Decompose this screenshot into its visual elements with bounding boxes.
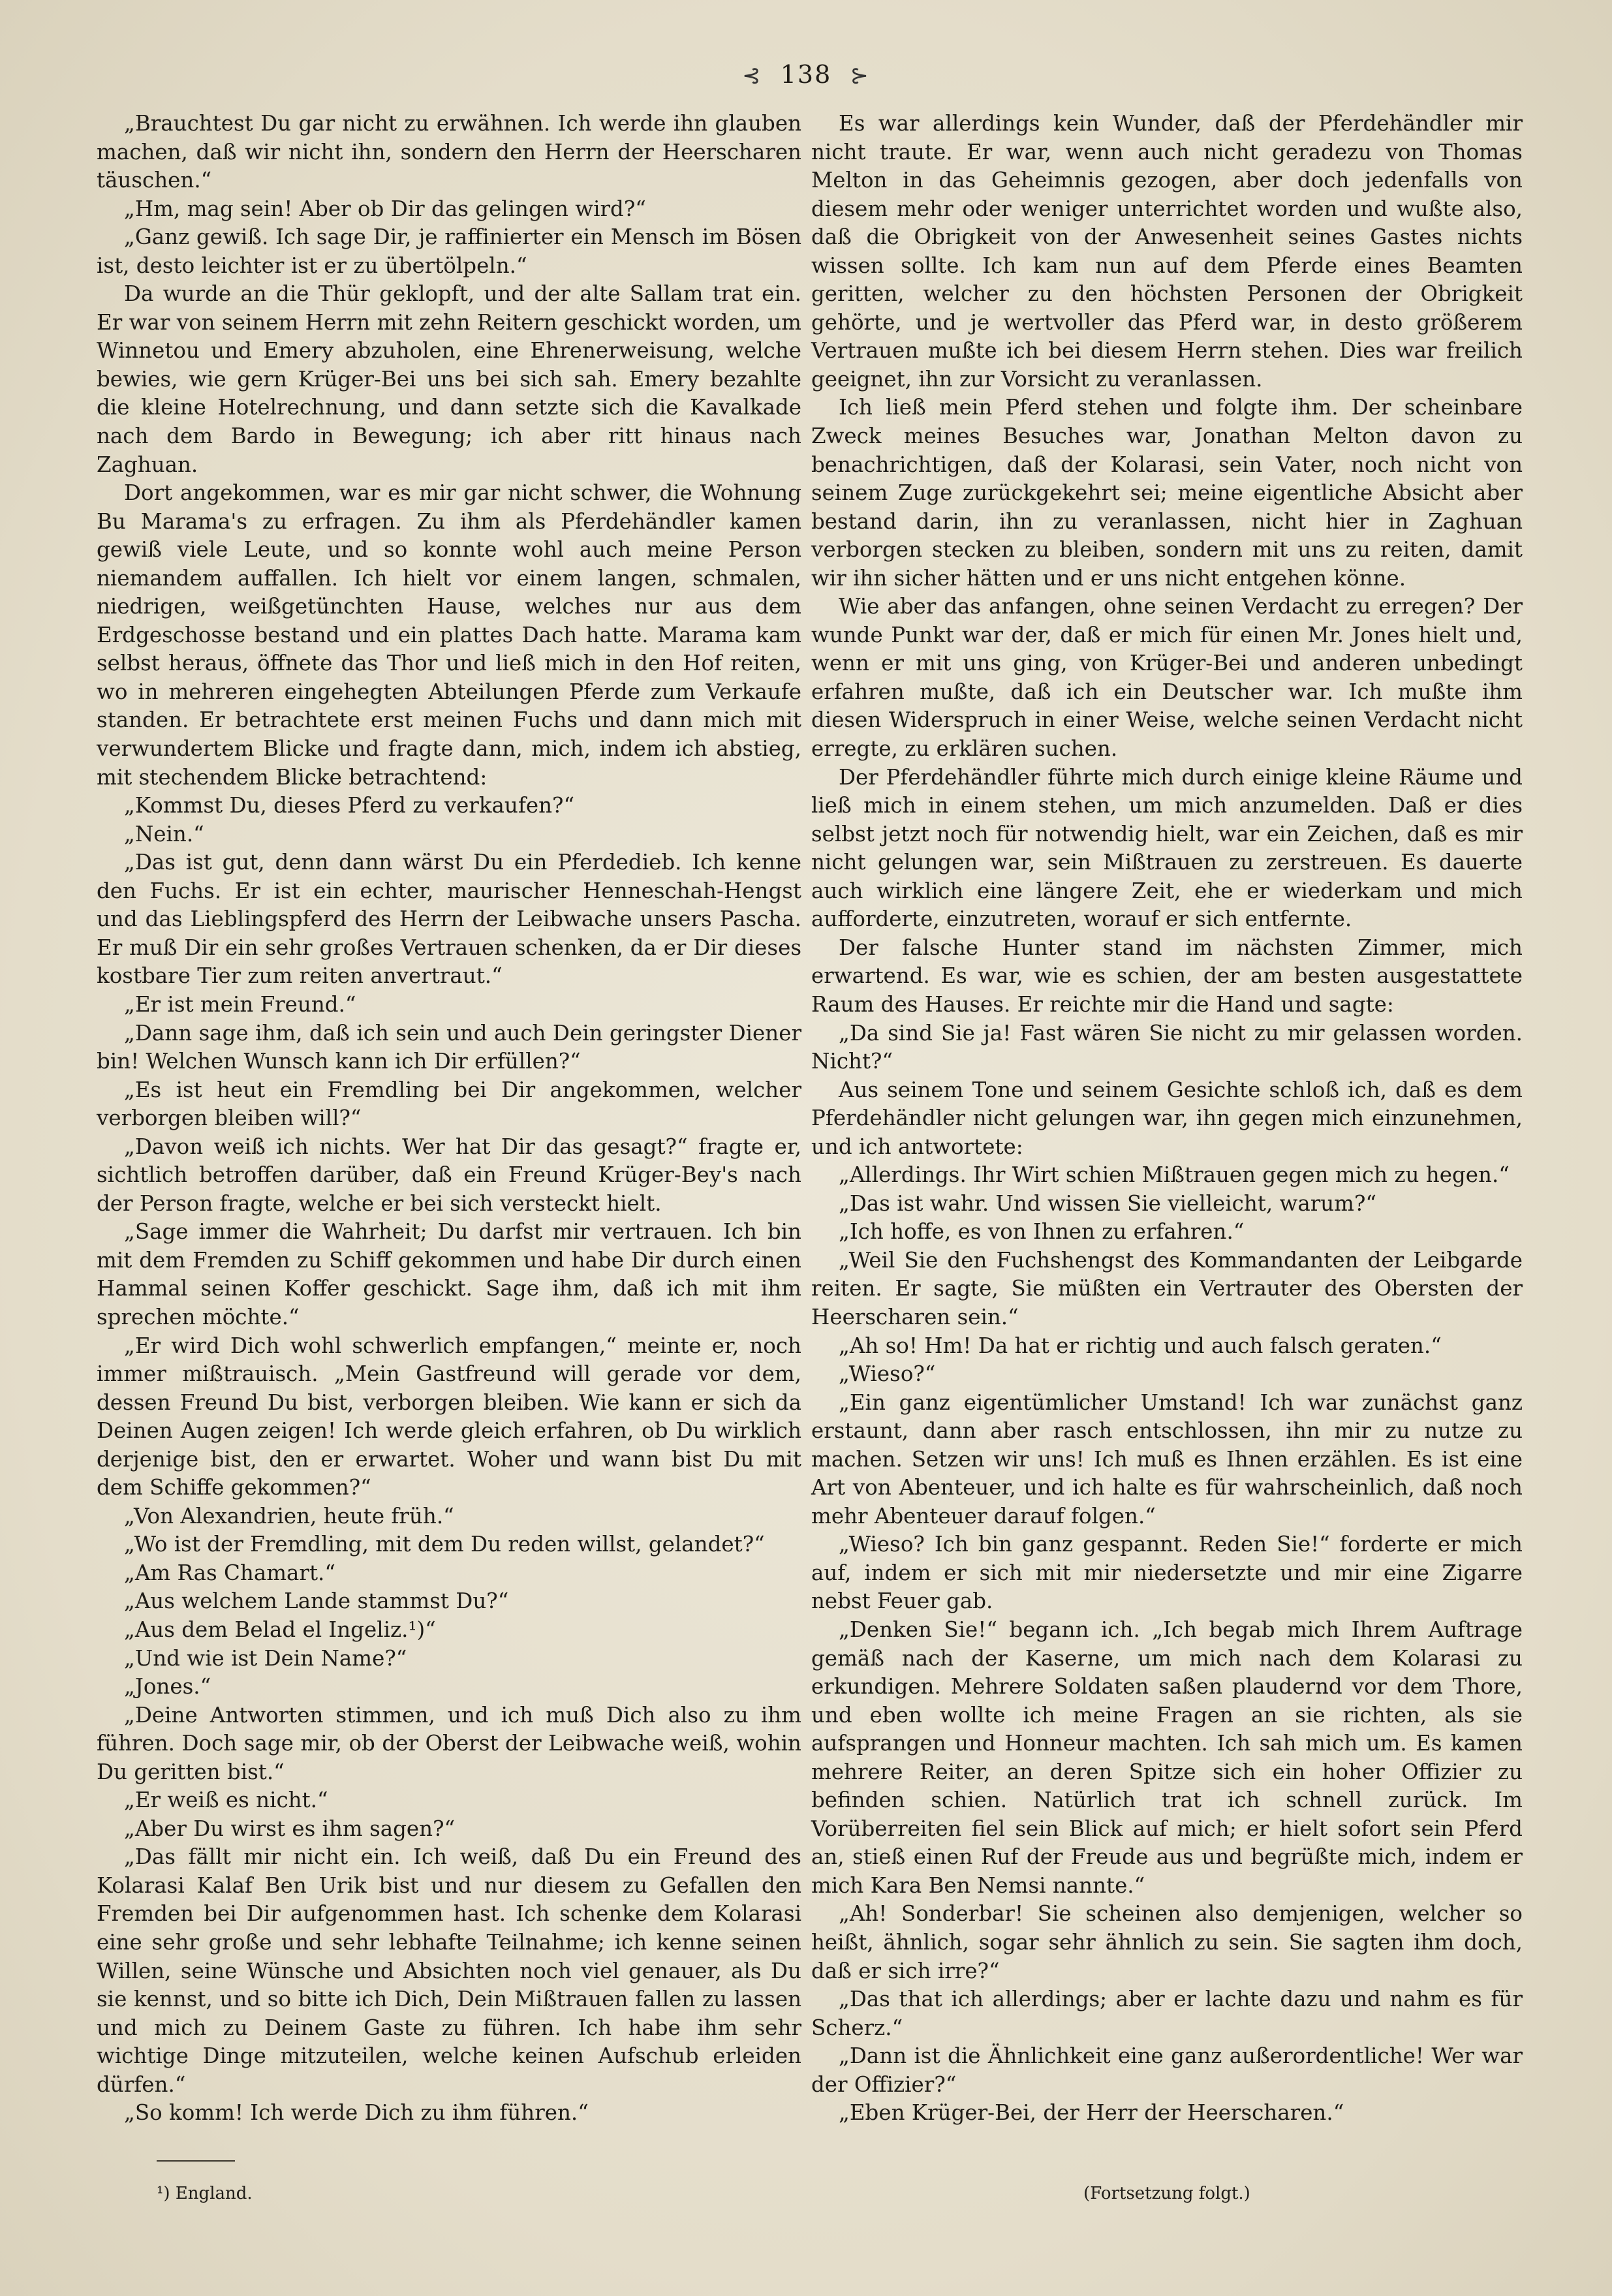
paragraph: „Kommst Du, dieses Pferd zu verkaufen?“ [124, 793, 575, 818]
paragraph: „Am Ras Chamart.“ [124, 1560, 335, 1585]
paragraph: „Dann ist die Ähnlichkeit eine ganz außerordentliche! Wer war der Offizier?“ [811, 2043, 1523, 2097]
ornament-left-icon: ⊰ [742, 63, 762, 89]
paragraph: „Wo ist der Fremdling, mit dem Du reden willst, gelandet?“ [124, 1532, 765, 1557]
paragraph: „Jones.“ [124, 1674, 211, 1699]
paragraph: „Ein ganz eigentümlicher Umstand! Ich war zunächst ganz erstaunt, dann aber rasch entschlossen, ihn mir zu nutze zu machen. Setzen wir uns! Ich muß es Ihnen erzählen. Es ist eine Art von Abenteuer, und ich halte es für wahrscheinlich, daß noch mehr Abenteuer darauf folgen.“ [811, 1389, 1523, 1528]
page-number: 138 [780, 60, 832, 89]
paragraph: „Er ist mein Freund.“ [124, 991, 356, 1017]
paragraph: „Ah so! Hm! Da hat er richtig und auch falsch geraten.“ [839, 1333, 1442, 1358]
paragraph: „Das ist gut, denn dann wärst Du ein Pferdedieb. Ich kenne den Fuchs. Er ist ein echter, maurischer Henneschah-Hengst und das Lieblingspferd des Herrn der Leibwache unsers Pascha. Er muß Dir ein sehr großes Vertrauen schenken, da er Dir dieses kostbare Tier zum reiten anvertraut.“ [97, 850, 801, 989]
paragraph: „Und wie ist Dein Name?“ [124, 1645, 407, 1671]
paragraph: „Es ist heut ein Fremdling bei Dir angekommen, welcher verborgen bleiben will?“ [97, 1077, 801, 1131]
paragraph: Der Pferdehändler führte mich durch einige kleine Räume und ließ mich in einem stehen, um mich anzumelden. Daß er dies selbst jetzt noch für notwendig hielt, war ein Zeichen, daß es mir nicht gelungen war, sein Mißtrauen zu zerstreuen. Es dauerte auch wirklich eine längere Zeit, ehe er wiederkam und mich aufforderte, einzutreten, worauf er sich entfernte. [811, 764, 1523, 932]
paragraph: „Hm, mag sein! Aber ob Dir das gelingen wird?“ [124, 196, 646, 221]
footnote: ¹) England. [157, 2184, 253, 2203]
paragraph: „Ah! Sonderbar! Sie scheinen also demjenigen, welcher so heißt, ähnlich, sogar sehr ähnlich zu sein. Sie sagten ihm doch, daß er sich irre?“ [811, 1901, 1523, 1983]
paragraph: „Er wird Dich wohl schwerlich empfangen,“ meinte er, noch immer mißtrauisch. „Mein Gastfreund will gerade vor dem, dessen Freund Du bist, verborgen bleiben. Wie kann er sich da Deinen Augen zeigen! Ich werde gleich erfahren, ob Du wirklich derjenige bist, den er erwartet. Woher und wann bist Du mit dem Schiffe gekommen?“ [97, 1333, 801, 1500]
paragraph: „Das that ich allerdings; aber er lachte dazu und nahm es für Scherz.“ [811, 1987, 1523, 2040]
paragraph: „Ich hoffe, es von Ihnen zu erfahren.“ [839, 1219, 1245, 1245]
paragraph: „Das fällt mir nicht ein. Ich weiß, daß Du ein Freund des Kolarasi Kalaf Ben Urik bist und nur diesem zu Gefallen den Fremden bei Dir aufgenommen hast. Ich schenke dem Kolarasi eine sehr große und sehr lebhafte Teilnahme; ich kenne seinen Willen, seine Wünsche und Absichten noch viel genauer, als Du sie kennst, und so bitte ich Dich, Dein Mißtrauen fallen zu lassen und mich zu Deinem Gaste zu führen. Ich habe ihm sehr wichtige Dinge mitzuteilen, welche keinen Aufschub erleiden dürfen.“ [97, 1844, 801, 2097]
paragraph: „Nein.“ [124, 821, 204, 846]
paragraph: „Wieso? Ich bin ganz gespannt. Reden Sie!“ forderte er mich auf, indem er sich mit mir niedersetzte und mir eine Zigarre nebst Feuer gab. [811, 1532, 1523, 1614]
paragraph: „Er weiß es nicht.“ [124, 1788, 328, 1813]
paragraph: „Allerdings. Ihr Wirt schien Mißtrauen gegen mich zu hegen.“ [839, 1162, 1510, 1188]
paragraph: „Brauchtest Du gar nicht zu erwähnen. Ich werde ihn glauben machen, daß wir nicht ihn, sondern den Herrn der Heerscharen täuschen.“ [97, 111, 801, 193]
paragraph: „Dann sage ihm, daß ich sein und auch Dein geringster Diener bin! Welchen Wunsch kann ich Dir erfüllen?“ [97, 1020, 801, 1074]
paragraph: „Da sind Sie ja! Fast wären Sie nicht zu mir gelassen worden. Nicht?“ [811, 1020, 1523, 1074]
paragraph: „Ganz gewiß. Ich sage Dir, je raffinierter ein Mensch im Bösen ist, desto leichter ist er zu übertölpeln.“ [97, 225, 801, 278]
paragraph: Es war allerdings kein Wunder, daß der Pferdehändler mir nicht traute. Er war, wenn auch nicht geradezu von Thomas Melton in das Geheimnis gezogen, aber doch jedenfalls von diesem mehr oder weniger unterrichtet worden und wußte also, daß die Obrigkeit von der Anwesenheit seines Gastes nichts wissen sollte. Ich kam nun auf dem Pferde eines Beamten geritten, welcher zu den höchsten Personen der Obrigkeit gehörte, und je wertvoller das Pferd war, in desto größerem Vertrauen mußte ich bei diesem Herrn stehen. Dies war freilich geeignet, ihn zur Vorsicht zu veranlassen. [811, 111, 1523, 392]
paragraph: „Wieso?“ [839, 1361, 936, 1387]
continuation-note: (Fortsetzung folgt.) [1083, 2184, 1250, 2203]
paragraph: „Aus welchem Lande stammst Du?“ [124, 1589, 509, 1614]
paragraph: „Aber Du wirst es ihm sagen?“ [124, 1816, 456, 1841]
paragraph: „Davon weiß ich nichts. Wer hat Dir das gesagt?“ fragte er, sichtlich betroffen darüber, daß ein Freund Krüger-Bey's nach der Person fragte, welche er bei sich versteckt hielt. [97, 1134, 801, 1216]
paragraph: „Denken Sie!“ begann ich. „Ich begab mich Ihrem Auftrage gemäß nach der Kaserne, um mich nach dem Kolarasi zu erkundigen. Mehrere Soldaten saßen plaudernd vor dem Thore, und eben wollte ich meine Fragen an sie richten, als sie aufsprangen und Honneur machten. Ich sah mich um. Es kamen mehrere Reiter, an deren Spitze sich ein hoher Offizier zu befinden schien. Natürlich trat ich schnell zurück. Im Vorüberreiten fiel sein Blick auf mich; er hielt sofort sein Pferd an, stieß einen Ruf der Freude aus und begrüßte mich, indem er mich Kara Ben Nemsi nannte.“ [811, 1617, 1523, 1898]
left-column [97, 110, 801, 2128]
page-header [0, 60, 1612, 89]
footnote-rule [157, 2160, 235, 2162]
paragraph: „Weil Sie den Fuchshengst des Kommandanten der Leibgarde reiten. Er sagte, Sie müßten ein Vertrauter des Obersten der Heerscharen sein.“ [811, 1247, 1523, 1329]
paragraph: „Deine Antworten stimmen, und ich muß Dich also zu ihm führen. Doch sage mir, ob der Oberst der Leibwache weiß, wohin Du geritten bist.“ [97, 1702, 801, 1784]
paragraph: Ich ließ mein Pferd stehen und folgte ihm. Der scheinbare Zweck meines Besuches war, Jonathan Melton davon zu benachrichtigen, daß der Kolarasi, sein Vater, noch nicht von seinem Zuge zurückgekehrt sei; meine eigentliche Absicht aber bestand darin, ihn zu veranlassen, nicht hier in Zaghuan verborgen stecken zu bleiben, sondern mit uns zu reiten, damit wir ihn sicher hätten und er uns nicht entgehen könne. [811, 395, 1523, 591]
paragraph: Der falsche Hunter stand im nächsten Zimmer, mich erwartend. Es war, wie es schien, der am besten ausgestattete Raum des Hauses. Er reichte mir die Hand und sagte: [811, 935, 1523, 1017]
paragraph: „Das ist wahr. Und wissen Sie vielleicht, warum?“ [839, 1190, 1377, 1216]
paragraph: „Von Alexandrien, heute früh.“ [124, 1503, 454, 1528]
paragraph: „Sage immer die Wahrheit; Du darfst mir vertrauen. Ich bin mit dem Fremden zu Schiff gekommen und habe Dir durch einen Hammal seinen Koffer geschickt. Sage ihm, daß ich mit ihm sprechen möchte.“ [97, 1219, 801, 1329]
right-column [811, 110, 1523, 2128]
paragraph: Dort angekommen, war es mir gar nicht schwer, die Wohnung Bu Marama's zu erfragen. Zu ihm als Pferdehändler kamen gewiß viele Leute, und so konnte wohl auch meine Person niemandem auffallen. Ich hielt vor einem langen, schmalen, niedrigen, weißgetünchten Hause, welches nur aus dem Erdgeschosse bestand und ein plattes Dach hatte. Marama kam selbst heraus, öffnete das Thor und ließ mich in den Hof reiten, wo in mehreren eingehegten Abteilungen Pferde zum Verkaufe standen. Er betrachtete erst meinen Fuchs und dann mich mit verwundertem Blicke und fragte dann, mich, indem ich abstieg, mit stechendem Blicke betrachtend: [97, 480, 801, 790]
paragraph: „Eben Krüger-Bei, der Herr der Heerscharen.“ [839, 2100, 1344, 2126]
paragraph: Wie aber das anfangen, ohne seinen Verdacht zu erregen? Der wunde Punkt war der, daß er mich für einen Mr. Jones hielt und, wenn er mit uns ging, von Krüger-Bei und anderen unbedingt erfahren mußte, daß ich ein Deutscher war. Ich mußte ihm diesen Widerspruch in einer Weise, welche seinen Verdacht nicht erregte, zu erklären suchen. [811, 594, 1523, 762]
paragraph: Da wurde an die Thür geklopft, und der alte Sallam trat ein. Er war von seinem Herrn mit zehn Reitern geschickt worden, um Winnetou und Emery abzuholen, eine Ehrenerweisung, welche bewies, wie gern Krüger-Bei uns bei sich sah. Emery bezahlte die kleine Hotelrechnung, und dann setzte sich die Kavalkade nach dem Bardo in Bewegung; ich aber ritt hinaus nach Zaghuan. [97, 281, 801, 477]
ornament-right-icon: ⊱ [850, 63, 870, 89]
paragraph: „Aus dem Belad el Ingeliz.¹)“ [124, 1617, 436, 1642]
paragraph: „So komm! Ich werde Dich zu ihm führen.“ [124, 2100, 589, 2126]
paragraph: Aus seinem Tone und seinem Gesichte schloß ich, daß es dem Pferdehändler nicht gelungen war, ihn gegen mich einzunehmen, und ich antwortete: [811, 1077, 1523, 1159]
